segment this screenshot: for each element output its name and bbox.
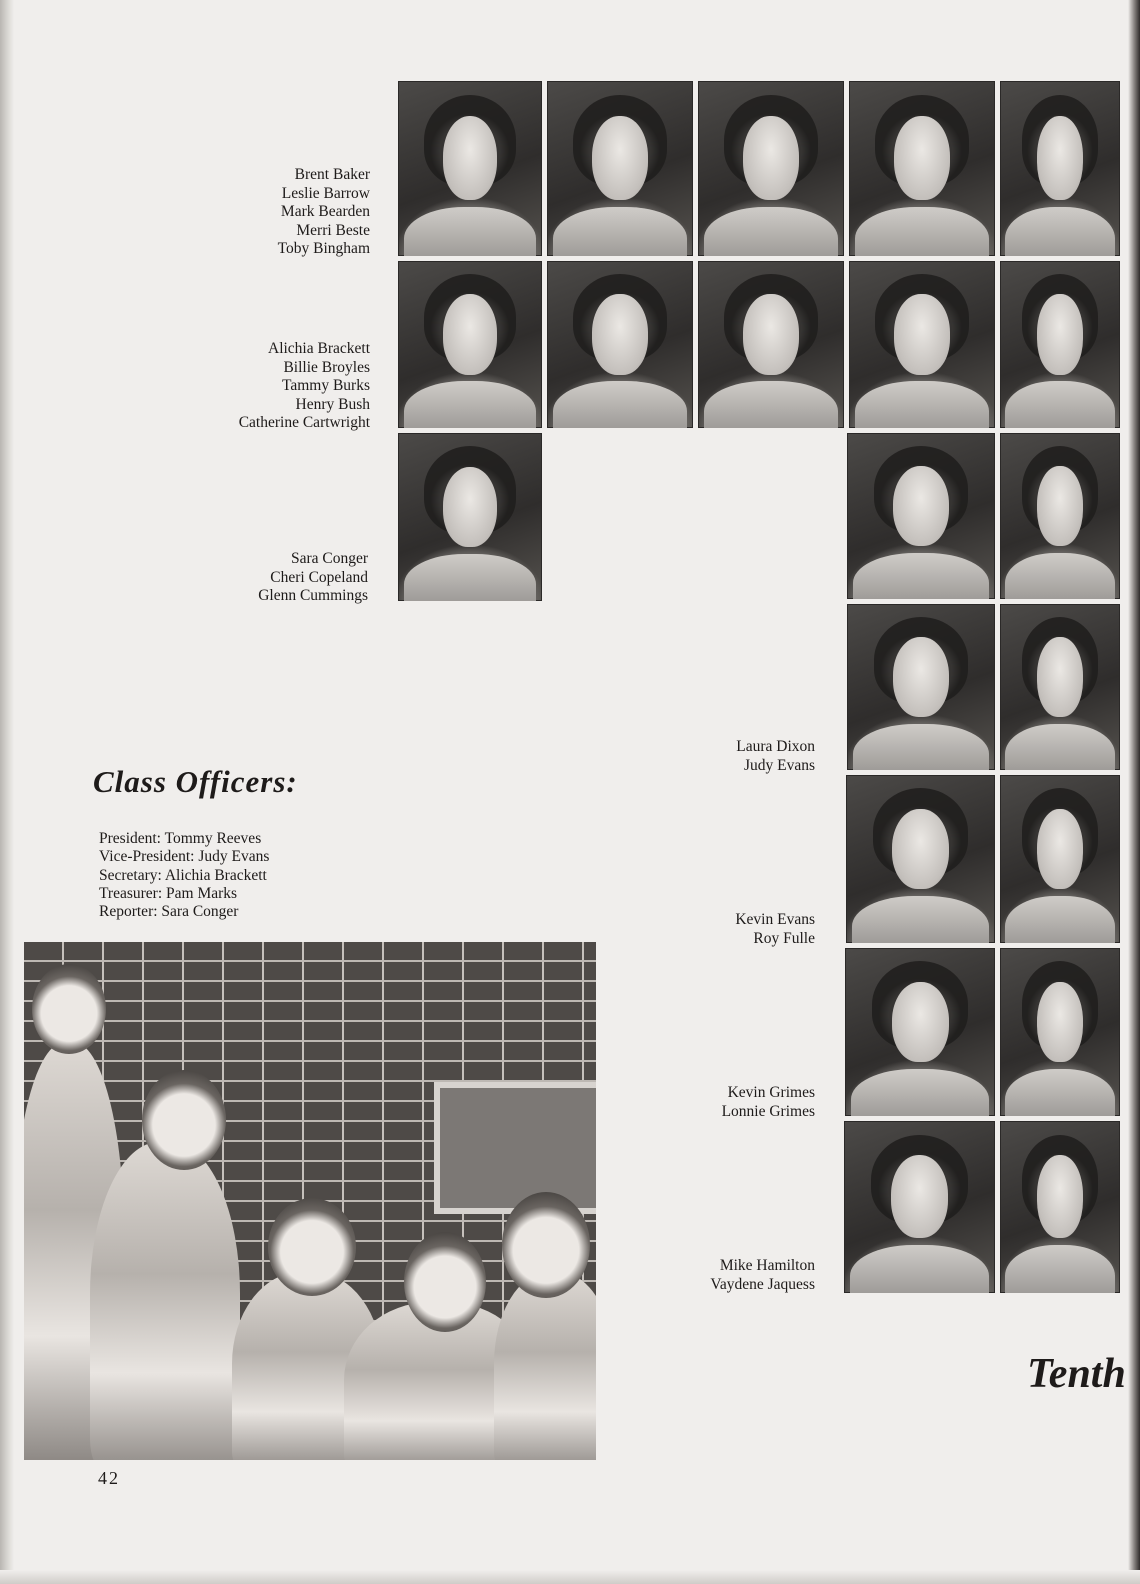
- window: [434, 1082, 596, 1214]
- student-name: Mark Bearden: [280, 203, 370, 220]
- portrait-row1-4: [849, 81, 995, 256]
- page-number: 42: [98, 1468, 120, 1488]
- portrait-row7-2: [1000, 1121, 1120, 1293]
- officer-line: Vice-President: Judy Evans: [99, 848, 270, 866]
- section-title: Tenth: [1027, 1351, 1126, 1397]
- portrait-row2-1: [398, 261, 542, 428]
- student-name: Catherine Cartwright: [238, 414, 370, 431]
- student-name: Vaydene Jaquess: [710, 1275, 815, 1293]
- page-edge-bottom: [0, 1570, 1140, 1584]
- student-name: Judy Evans: [743, 756, 815, 774]
- portrait-row1-5: [1000, 81, 1120, 256]
- officer-head: [502, 1192, 590, 1298]
- student-name: Tammy Burks: [281, 377, 370, 394]
- portrait-row6-1: [845, 948, 995, 1116]
- student-name: Merri Beste: [296, 221, 370, 239]
- names-row3: [258, 550, 368, 606]
- student-name: Alichia Brackett: [268, 340, 370, 357]
- portrait-row3-3: [1000, 433, 1120, 599]
- officer-head: [142, 1070, 226, 1170]
- officer-line: Reporter: Sara Conger: [99, 903, 239, 921]
- officer-figure: [494, 1272, 596, 1460]
- portrait-row1-1: [398, 81, 542, 256]
- portrait-row2-5: [1000, 261, 1120, 428]
- officer-head: [268, 1198, 356, 1296]
- officer-line: Secretary: Alichia Brackett: [99, 866, 267, 884]
- student-name: Leslie Barrow: [281, 184, 370, 202]
- names-row6: [722, 1084, 815, 1121]
- student-name: Cheri Copeland: [270, 568, 368, 586]
- student-name: Roy Fulle: [753, 929, 815, 947]
- portrait-row1-2: [547, 81, 693, 256]
- names-row5: [735, 911, 815, 948]
- student-name: Brent Baker: [294, 166, 370, 183]
- portrait-row2-2: [547, 261, 693, 428]
- portrait-row3-2: [847, 433, 995, 599]
- page-edge-right: [1128, 0, 1140, 1584]
- portrait-row3-1: [398, 433, 542, 601]
- officer-head: [404, 1232, 486, 1332]
- portrait-row5-1: [846, 775, 995, 943]
- student-name: Sara Conger: [290, 550, 368, 567]
- student-name: Kevin Grimes: [727, 1084, 815, 1101]
- officer-figure: [90, 1142, 240, 1460]
- portrait-row6-2: [1000, 948, 1120, 1116]
- officers-list: [99, 830, 269, 921]
- page-edge-left: [0, 0, 14, 1584]
- officer-line: President: Tommy Reeves: [99, 830, 262, 847]
- names-row2: [239, 340, 370, 433]
- officer-head: [32, 964, 106, 1054]
- portrait-row5-2: [1000, 775, 1120, 943]
- portrait-row4-2: [1000, 604, 1120, 770]
- names-row1: [278, 166, 370, 259]
- portrait-row2-4: [849, 261, 995, 428]
- student-name: Kevin Evans: [735, 911, 815, 928]
- officer-line: Treasurer: Pam Marks: [99, 884, 238, 902]
- portrait-row2-3: [698, 261, 844, 428]
- student-name: Laura Dixon: [736, 738, 815, 755]
- officers-group-photo: [24, 942, 596, 1460]
- names-row4: [736, 738, 815, 775]
- portrait-row4-1: [847, 604, 995, 770]
- student-name: Glenn Cummings: [258, 587, 368, 604]
- student-name: Lonnie Grimes: [721, 1102, 815, 1120]
- student-name: Mike Hamilton: [719, 1257, 815, 1274]
- student-name: Henry Bush: [295, 395, 370, 413]
- names-row7: [710, 1257, 815, 1294]
- student-name: Billie Broyles: [283, 358, 370, 376]
- portrait-row1-3: [698, 81, 844, 256]
- student-name: Toby Bingham: [277, 240, 370, 257]
- class-officers-heading: Class Officers:: [93, 764, 298, 799]
- portrait-row7-1: [844, 1121, 995, 1293]
